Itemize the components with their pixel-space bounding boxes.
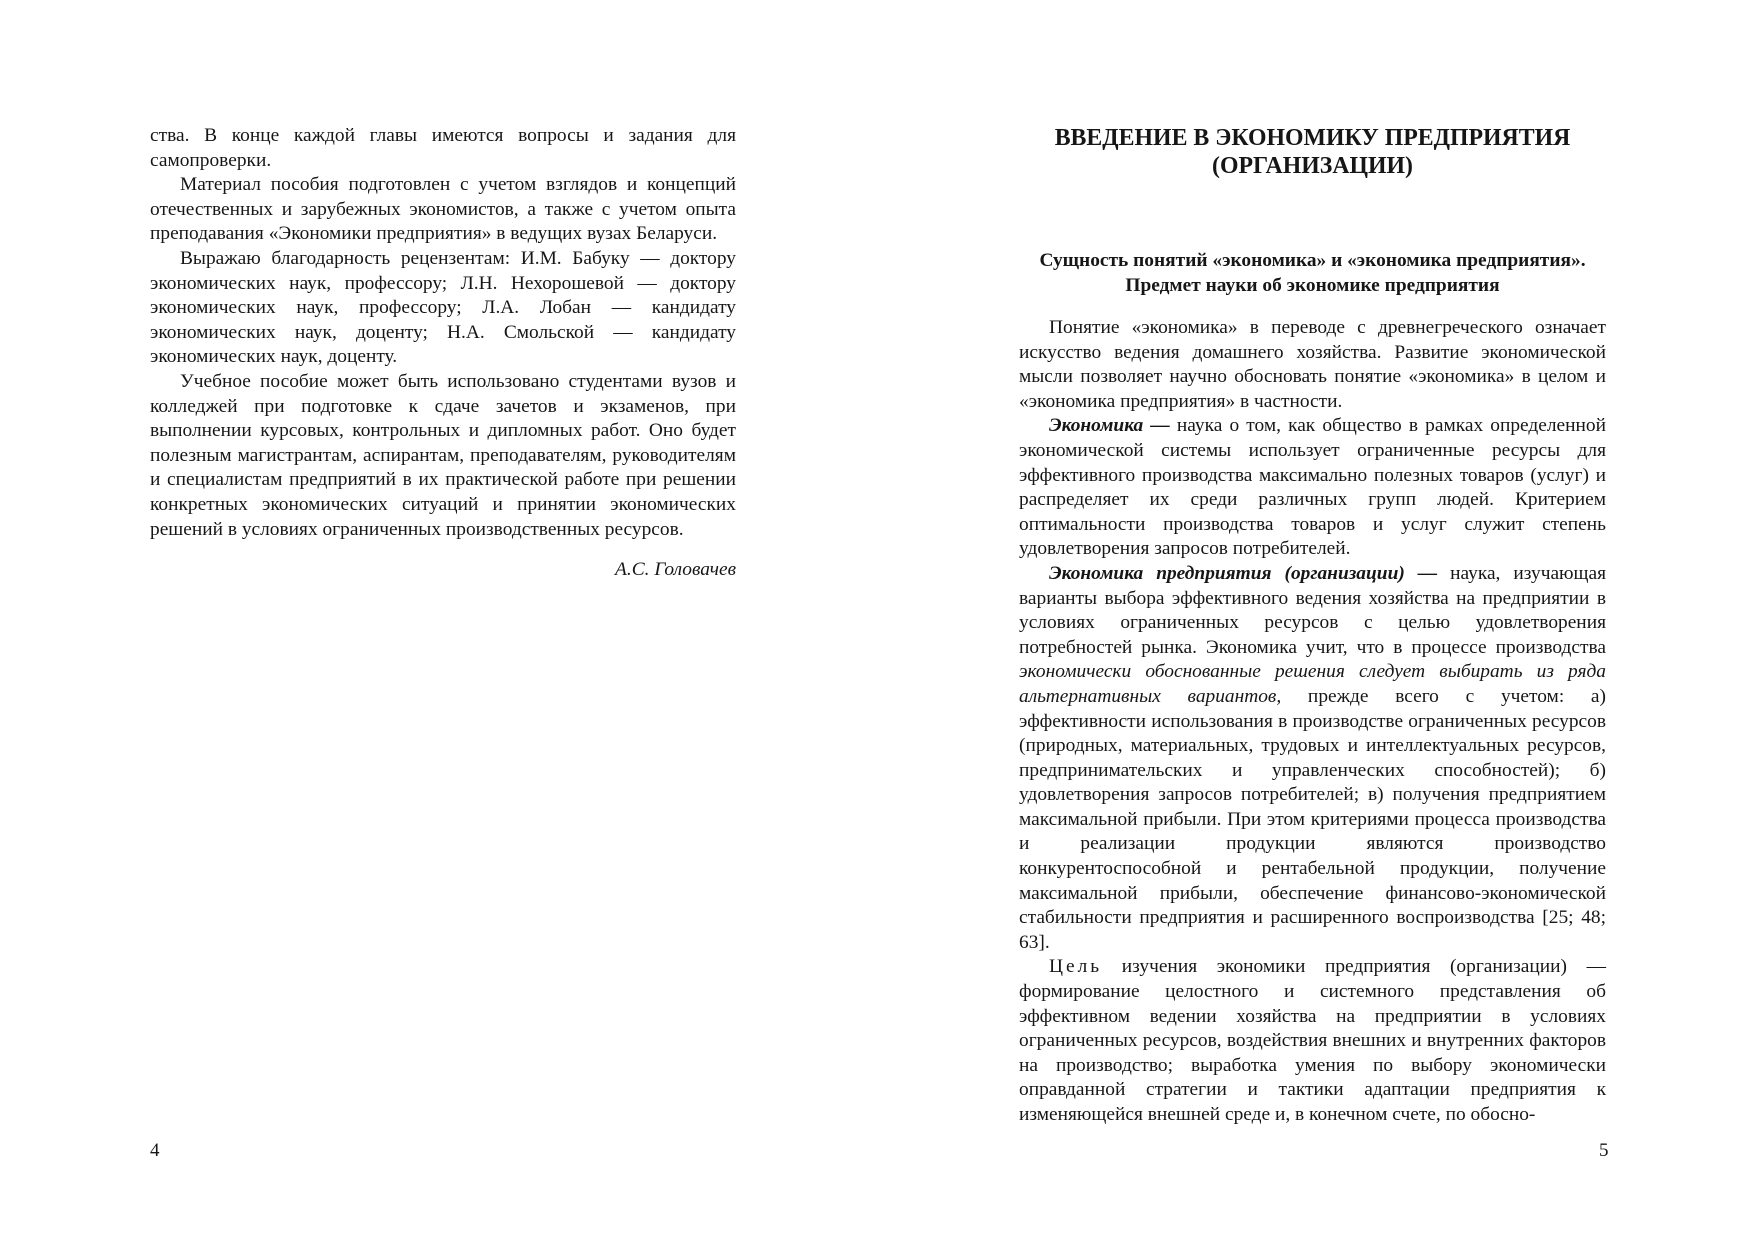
chapter-title: [1019, 124, 1606, 180]
paragraph-continuation: ства. В конце каждой главы имеются вопросы и задания для самопроверки.: [150, 125, 736, 171]
left-page: [0, 0, 875, 1240]
section-title-line-2: Предмет науки об экономике предприятия: [1125, 275, 1500, 296]
chapter-title-line-1: ВВЕДЕНИЕ В ЭКОНОМИКУ ПРЕДПРИЯТИЯ: [1054, 125, 1571, 151]
section-title: [1019, 248, 1606, 298]
definition-enterprise-economics-b: прежде всего с учетом: а) эффективности использования в производстве ограниченных ресурсов (природных, материальных, трудовых и интеллектуальных ресурсов, предпринимательских и управленческих способностей); б) удовлетворения запросов потребителей; в) получения предприятием максимальной прибыли. При этом критериями процесса производства и реализации продукции являются производство конкурентоспособной и рентабельной продукции, получение максимальной прибыли, обеспечение финансово-экономической стабильности предприятия и расширенного воспроизводства [25; 48; 63].: [1019, 685, 1607, 953]
paragraph-study-goal: [1019, 955, 1606, 1127]
goal-text: изучения экономики предприятия (организации) — формирование целостного и системного представления об эффективном ведении хозяйства на предприятии в условиях ограниченных ресурсов, воздействия внешних и внутренних факторов на производство; выработка умения по выбору экономически оправданной стратегии и тактики адаптации предприятия к изменяющейся внешней среде и, в конечном счете, по обосно-: [1019, 956, 1606, 1125]
right-page-body: [1019, 316, 1606, 1128]
paragraph-economics-concept: Понятие «экономика» в переводе с древнегреческого означает искусство ведения домашнего хозяйства. Развитие экономической мысли позволяет научно обосновать понятие «экономика» в целом и «экономика предприятия» в частности.: [1019, 317, 1606, 412]
definition-enterprise-economics-a: наука, изучающая варианты выбора эффективного ведения хозяйства на предприятии в условиях ограниченных ресурсов с целью удовлетворения потребностей рынка. Экономика учит, что в процессе производства: [1019, 562, 1606, 658]
section-title-line-1: Сущность понятий «экономика» и «экономика предприятия».: [1039, 250, 1586, 271]
paragraph-acknowledgements: Выражаю благодарность рецензентам: И.М. Бабуку — доктору экономических наук, профессору; Л.Н. Нехорошевой — доктору экономических наук, профессору; Л.А. Лобан — кандидату экономических наук, доценту; Н.А. Смольской — кандидату экономических наук, доценту.: [150, 247, 736, 368]
chapter-title-line-2: (ОРГАНИЗАЦИИ): [1212, 153, 1413, 179]
page-number-right: 5: [1599, 1140, 1609, 1161]
left-page-body: [150, 124, 736, 583]
author-signature: А.С. Головачев: [615, 559, 736, 581]
right-page: [875, 0, 1751, 1240]
page-number-left: 4: [150, 1140, 160, 1161]
paragraph-audience: Учебное пособие может быть использовано студентами вузов и колледжей при подготовке к сдаче зачетов и экзаменов, при выполнении курсовых, контрольных и дипломных работ. Оно будет полезным магистрантам, аспирантам, преподавателям, руководителям и специалистам предприятий в их практической работе при решении конкретных экономических ситуаций и принятии экономических решений в условиях ограниченных производственных ресурсов.: [150, 370, 736, 540]
paragraph-material: Материал пособия подготовлен с учетом взглядов и концепций отечественных и зарубежных экономистов, а также с учетом опыта преподавания «Экономики предприятия» в ведущих вузах Беларуси.: [150, 174, 736, 245]
paragraph-economics-definition: [1019, 414, 1606, 562]
definition-enterprise-economics-emphasis: экономически обоснованные решения следует выбирать из ряда альтернативных вариантов,: [1019, 661, 1606, 707]
term-enterprise-economics: Экономика предприятия (организации) —: [1049, 562, 1438, 584]
paragraph-enterprise-economics-definition: [1019, 562, 1606, 956]
definition-economics: наука о том, как общество в рамках определенной экономической системы использует ограниченные ресурсы для эффективного производства максимально полезных товаров (услуг) и распределяет их среди различных групп людей. Критерием оптимальности производства товаров и услуг служит степень удовлетворения запросов потребителей.: [1019, 415, 1606, 560]
term-economics: Экономика —: [1049, 415, 1170, 437]
term-goal: Цель: [1049, 956, 1103, 978]
